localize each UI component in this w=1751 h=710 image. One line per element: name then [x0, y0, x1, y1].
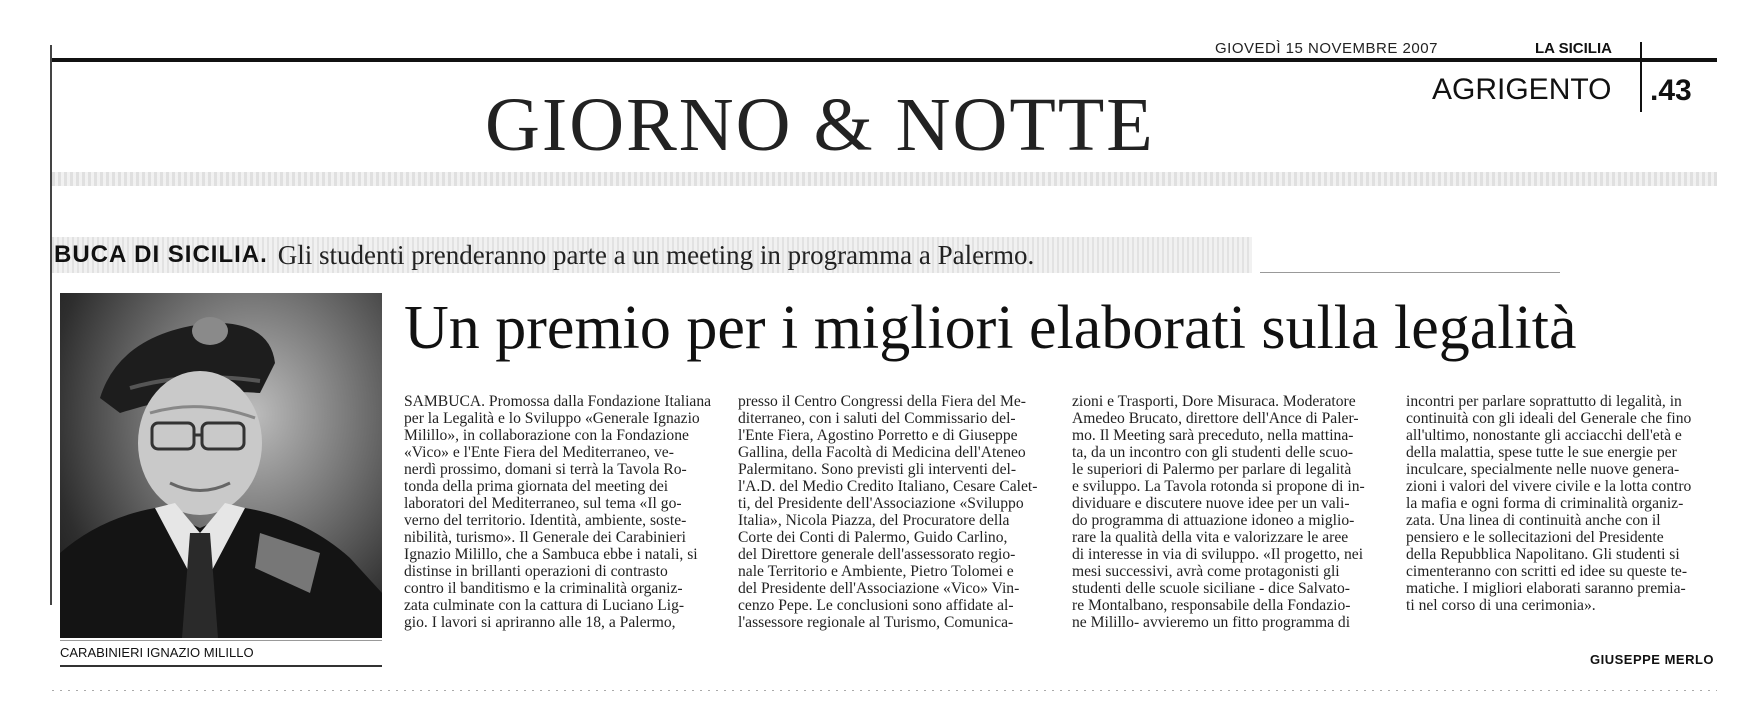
kicker-label: BUCA DI SICILIA. — [54, 241, 268, 268]
text-line: verno del territorio. Identità, ambiente, soste- — [404, 512, 687, 529]
text-line: ti nel corso di una cerimonia». — [1406, 597, 1596, 614]
text-line: zata culminate con la cattura di Luciano Lig- — [404, 597, 685, 614]
text-line: studenti delle scuole siciliane - dice Salvato- — [1072, 580, 1350, 597]
text-line: mesi successivi, avrà come protagonisti gli — [1072, 563, 1340, 580]
text-line: incontri per parlare soprattutto di legalità, in — [1406, 393, 1682, 410]
text-line: la mafia e ogni forma di criminalità organiz- — [1406, 495, 1684, 512]
text-line: re Montalbano, responsabile della Fondazio- — [1072, 597, 1351, 614]
article-column-2 — [738, 393, 1046, 631]
page-edge-rule — [50, 45, 52, 605]
text-line: gio. I lavori si apriranno alle 18, a Palermo, — [404, 614, 676, 631]
article-author: GIUSEPPE MERLO — [1590, 652, 1715, 667]
text-line: Palermitano. Sono previsti gli interventi del- — [738, 461, 1017, 478]
section-title: GIORNO & NOTTE — [485, 83, 1155, 167]
text-line: pensiero e le sollecitazioni del Presidente — [1406, 529, 1664, 546]
text-line: di interesse in via di sviluppo. «Il progetto, nei — [1072, 546, 1364, 563]
text-line: laboratori del Mediterraneo, sul tema «Il go- — [404, 495, 682, 512]
text-line: presso il Centro Congressi della Fiera del Me- — [738, 393, 1026, 410]
text-line: per la Legalità e lo Sviluppo «Generale Ignazio — [404, 410, 700, 427]
text-line: nale Territorio e Ambiente, Pietro Tolomei e — [738, 563, 1014, 580]
text-line: Corte dei Conti di Palermo, Guido Carlino, — [738, 529, 1008, 546]
text-line: mo. Il Meeting sarà preceduto, nella mattina- — [1072, 427, 1354, 444]
text-line: e sviluppo. La Tavola rotonda si propone di in- — [1072, 478, 1365, 495]
text-line: ta, da un incontro con gli studenti delle scuo- — [1072, 444, 1354, 461]
text-line: SAMBUCA. Promossa dalla Fondazione Italiana — [404, 393, 712, 410]
kicker-rule — [1260, 272, 1560, 273]
text-line: ne Milillo- avvieremo un fitto programma di — [1072, 614, 1351, 631]
article-column-4 — [1406, 393, 1714, 614]
issue-date: GIOVEDÌ 15 NOVEMBRE 2007 — [1215, 40, 1438, 57]
text-line: zioni e Trasporti, Dore Misuraca. Moderatore — [1072, 393, 1356, 410]
text-line: rare la qualità della vita e valorizzare le aree — [1072, 529, 1349, 546]
text-line: Milillo», in collaborazione con la Fondazione — [404, 427, 689, 444]
text-line: Ignazio Milillo, che a Sambuca ebbe i natali, si — [404, 546, 698, 563]
portrait-illustration — [60, 293, 382, 638]
text-line: nibilità, turismo». Il Generale dei Carabinieri — [404, 529, 686, 546]
text-line: contro il banditismo e la criminalità organiz- — [404, 580, 683, 597]
text-line: continuità con gli ideali del Generale che fino — [1406, 410, 1692, 427]
text-line: «Vico» e l'Ente Fiera del Mediterraneo, ve- — [404, 444, 674, 461]
text-line: della Repubblica Napolitano. Gli studenti si — [1406, 546, 1680, 563]
article-column-1 — [404, 393, 712, 631]
text-line: l'Ente Fiera, Agostino Porretto e di Giuseppe — [738, 427, 1018, 444]
text-line: l'A.D. del Medio Credito Italiano, Cesare Calet- — [738, 478, 1038, 495]
text-line: inculcare, specialmente nelle nuove genera- — [1406, 461, 1680, 478]
article-column-3 — [1072, 393, 1380, 631]
text-line: l'assessore regionale al Turismo, Comunica- — [738, 614, 1014, 631]
newspaper-name: LA SICILIA — [1535, 40, 1612, 57]
text-line: all'ultimo, nonostante gli acciacchi dell'età e — [1406, 427, 1682, 444]
text-line: dividuare e discutere nuove idee per un vali- — [1072, 495, 1350, 512]
kicker-strip — [52, 237, 1252, 273]
masthead-rule — [52, 58, 1717, 62]
text-line: le superiori di Palermo per parlare di legalità — [1072, 461, 1352, 478]
text-line: del Direttore generale dell'assessorato regio- — [738, 546, 1016, 563]
masthead-divider — [1640, 42, 1642, 112]
text-line: nerdì prossimo, domani si terrà la Tavola Ro- — [404, 461, 687, 478]
text-line: del Presidente dell'Associazione «Vico» Vin- — [738, 580, 1020, 597]
text-line: Gallina, della Facoltà di Medicina dell'Ateneo — [738, 444, 1026, 461]
text-line: zata. Una linea di continuità anche con il — [1406, 512, 1661, 529]
kicker-text: Gli studenti prenderanno parte a un meeting in programma a Palermo. — [277, 239, 1035, 270]
page-number: .43 — [1650, 74, 1692, 107]
section-name: AGRIGENTO — [1432, 73, 1612, 106]
text-line: Italia», Nicola Piazza, del Procuratore della — [738, 512, 1010, 529]
text-line: cenzo Pepe. Le conclusioni sono affidate al- — [738, 597, 1014, 614]
text-line: cimenteranno con scritti ed idee su queste te- — [1406, 563, 1688, 580]
photo-caption: CARABINIERI IGNAZIO MILILLO — [60, 640, 382, 667]
text-line: Amedeo Brucato, direttore dell'Ance di Paler- — [1072, 410, 1359, 427]
masthead-texture — [52, 172, 1717, 186]
text-line: diterraneo, con i saluti del Commissario del- — [738, 410, 1016, 427]
text-line: matiche. I migliori elaborati saranno premia- — [1406, 580, 1686, 597]
text-line: do programma di attuazione idoneo a miglio- — [1072, 512, 1355, 529]
text-line: distinse in brillanti operazioni di contrasto — [404, 563, 668, 580]
text-line: tonda della prima giornata del meeting dei — [404, 478, 669, 495]
text-line: della malattia, spese tutte le sue energie per — [1406, 444, 1677, 461]
page-bottom-dots — [52, 690, 1717, 691]
portrait-photo — [60, 293, 382, 638]
article-headline: Un premio per i migliori elaborati sulla legalità — [404, 294, 1577, 362]
text-line: ti, del Presidente dell'Associazione «Sviluppo — [738, 495, 1024, 512]
text-line: zioni i valori del vivere civile e la lotta contro — [1406, 478, 1692, 495]
